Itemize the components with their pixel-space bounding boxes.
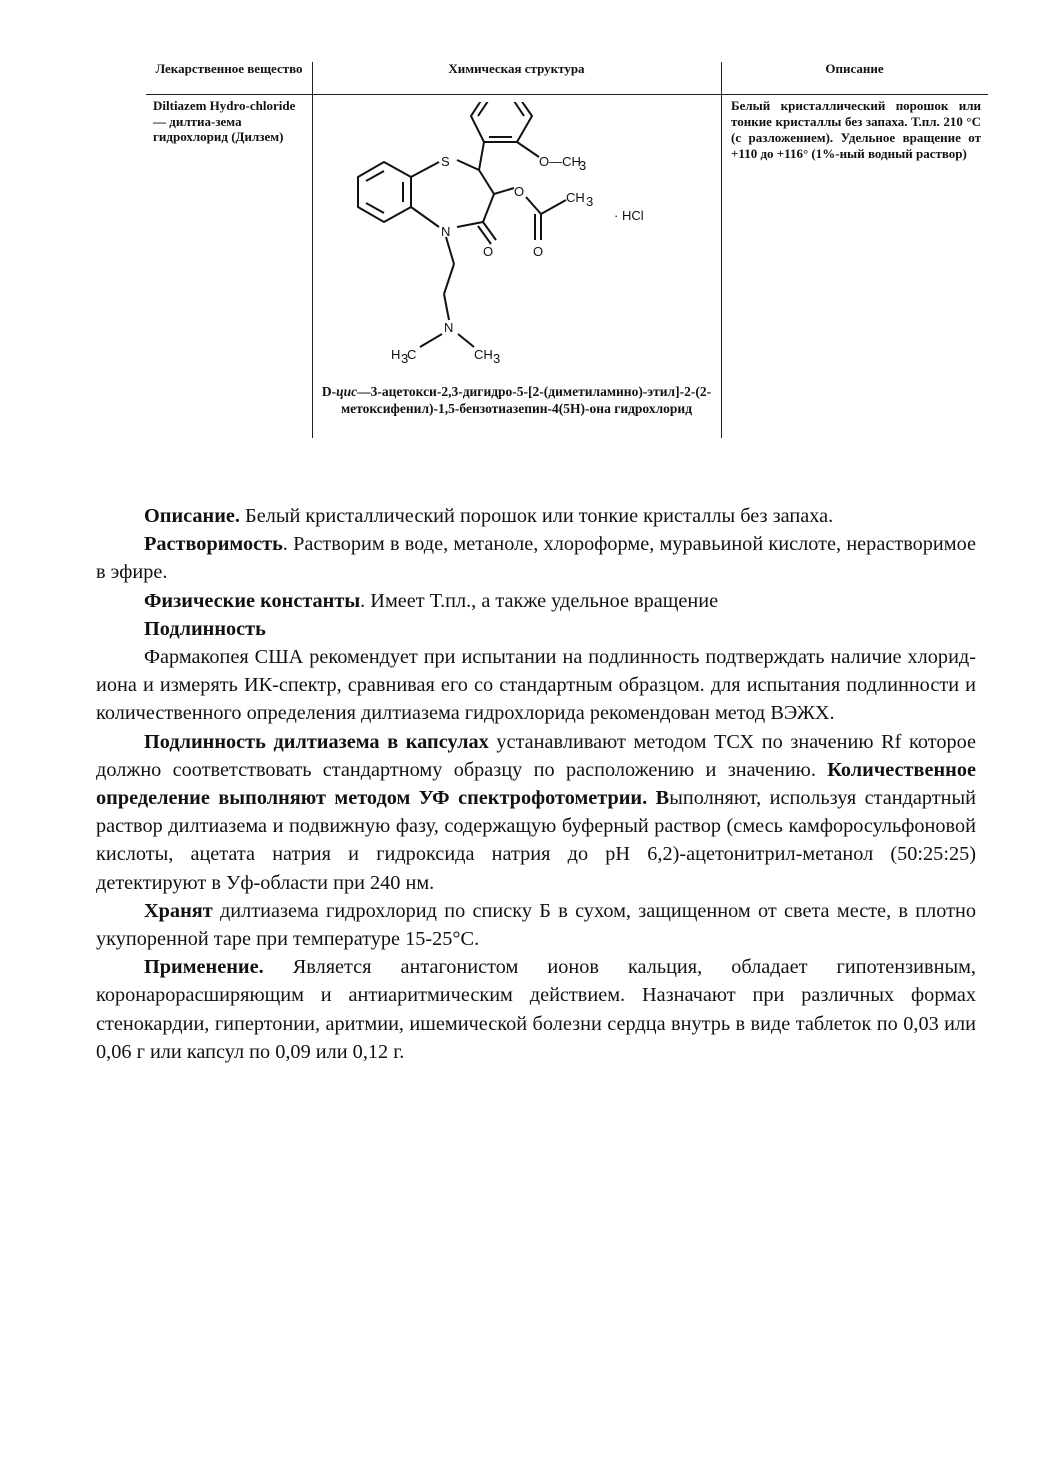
- paragraph-application: [96, 953, 976, 1066]
- paragraph-identity-heading: [96, 615, 976, 643]
- text-identity: Фармакопея США рекомендует при испытании на подлинность подтверждать наличие хлорид-иона и измерять ИК-спектр, сравнивая его со стандартным образцом. для испытания подлинности и количественного определения дилтиазема гидрохлорида рекомендован метод ВЭЖХ.: [96, 646, 976, 725]
- text-solubility: . Растворим в воде, метаноле, хлороформе, муравьиной кислоте, нерастворимое в эфире.: [96, 533, 976, 584]
- ring-carbonyl-oxygen-label: O: [483, 244, 494, 259]
- heading-description: Описание.: [144, 505, 240, 527]
- iupac-italic: цис: [336, 384, 358, 399]
- text-capsules: устанавливают методом ТСХ по значению Rf которое должно соответствовать стандартному образцу по расположению и значению.: [96, 730, 976, 781]
- drug-name: Diltiazem Hydro-chloride — дилтиа-зема гидрохлорид (Дилзем): [153, 98, 296, 144]
- amine-ch3-subscript: 3: [493, 351, 501, 366]
- methoxy-subscript: 3: [579, 158, 587, 173]
- paragraph-solubility: [96, 530, 976, 586]
- amine-ch3-label: CH: [474, 347, 493, 362]
- drug-table: [146, 58, 988, 438]
- h3c-subscript: 3: [401, 351, 409, 366]
- heading-assay: Количественное определение выполняют методом УФ спектрофотометрии. В: [96, 758, 976, 810]
- paragraph-capsules: [96, 728, 976, 897]
- iupac-name: [312, 383, 721, 417]
- methoxy-label: O—CH: [539, 154, 581, 169]
- header-structure: Химическая структура: [448, 61, 585, 76]
- paragraph-storage: [96, 897, 976, 953]
- table-header-rule: [146, 94, 988, 95]
- text-assay: ыполняют, используя стандартный раствор дилтиазема и подвижную фазу, содержащую буферный раствор (смесь камфоросульфоновой кислоты, ацетата натрия и гидроксида натрия до pH 6,2)-ацетонитрил-метанол (50:25:25) детектируют в Уф-области при 240 нм.: [96, 787, 977, 894]
- paragraph-constants: [96, 587, 976, 615]
- iupac-prefix: D-: [321, 384, 337, 399]
- acetyl-ch3-subscript: 3: [586, 194, 594, 209]
- table-divider-1: [312, 62, 313, 438]
- heading-solubility: Растворимость: [144, 533, 283, 556]
- ester-carbonyl-oxygen-label: O: [533, 244, 544, 259]
- chemical-structure: [336, 102, 696, 382]
- text-storage: дилтиазема гидрохлорид по списку Б в сухом, защищенном от света месте, в плотно укупоренной таре при температуре 15-25°С.: [96, 899, 976, 951]
- heading-identity: Подлинность: [144, 617, 266, 640]
- drug-description: Белый кристаллический порошок или тонкие кристаллы без запаха. Т.пл. 210 °С (с разложением). Удельное вращение от +110 до +116° (1%-ный водный раствор): [731, 98, 981, 161]
- text-constants: . Имеет Т.пл., а также удельное вращение: [360, 589, 719, 612]
- text-application: Является антагонистом ионов кальция, обладает гипотензивным, коронарорасширяющим и антиаритмическим действием. Назначают при различных формах стенокардии, гипертонии, аритмии, ишемической болезни сердца внутрь в виде таблеток по 0,03 или 0,06 г или капсул по 0,09 или 0,12 г.: [96, 956, 976, 1063]
- monograph-body: [96, 502, 976, 1066]
- header-drug: Лекарственное вещество: [155, 61, 303, 76]
- amine-nitrogen-label: N: [444, 320, 454, 335]
- header-description: Описание: [825, 61, 884, 76]
- heading-constants: Физические константы: [144, 589, 361, 612]
- heading-storage: Хранят: [144, 899, 213, 922]
- ring-nitrogen-label: N: [441, 224, 451, 239]
- paragraph-identity: [96, 643, 976, 728]
- acetyl-ch3-label: CH: [566, 190, 585, 205]
- hcl-label: · HCl: [614, 208, 644, 223]
- text-description: Белый кристаллический порошок или тонкие кристаллы без запаха.: [239, 505, 834, 527]
- heading-capsules: Подлинность дилтиазема в капсулах: [144, 730, 489, 753]
- iupac-rest: —3-ацетокси-2,3-дигидро-5-[2-(диметиламино)-этил]-2-(2-метоксифенил)-1,5-бензотиазепин-4(5H)-она гидрохлорид: [340, 384, 712, 416]
- h3c-c-label: C: [407, 347, 417, 362]
- h3c-label: H: [391, 347, 401, 362]
- sulfur-label: S: [441, 154, 450, 169]
- heading-application: Применение.: [144, 956, 264, 979]
- table-divider-2: [721, 62, 722, 438]
- ester-oxygen-label: O: [514, 184, 525, 199]
- paragraph-description: [96, 502, 976, 530]
